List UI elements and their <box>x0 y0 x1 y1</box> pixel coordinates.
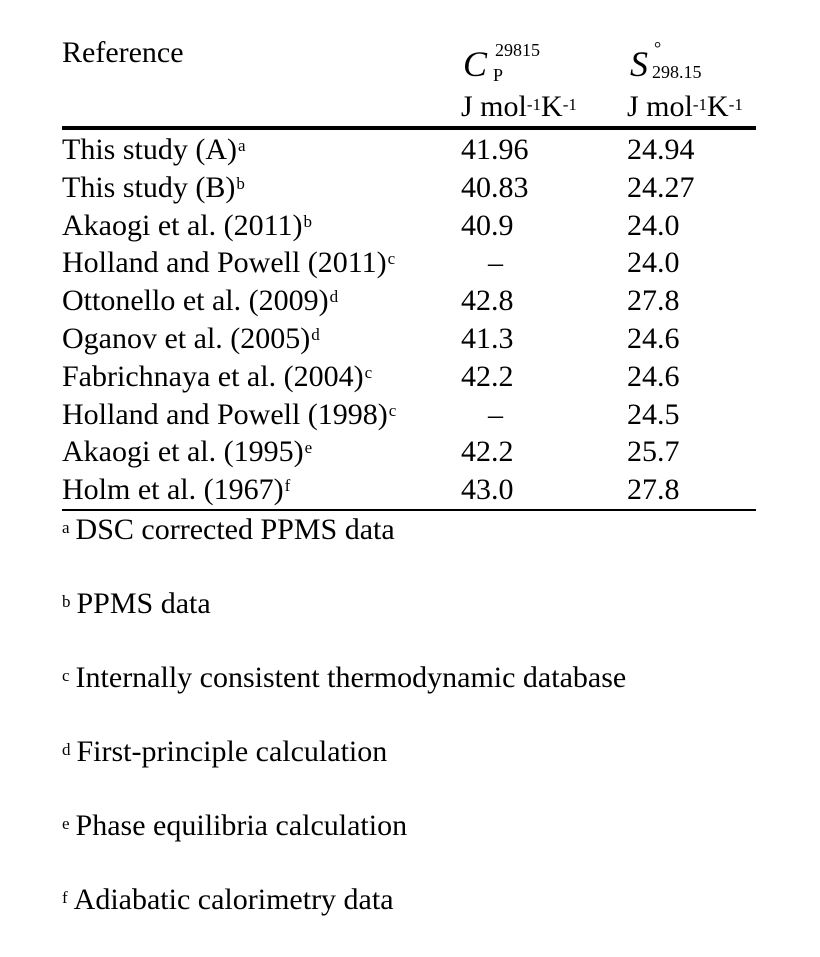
cp-unit-exp1: -1 <box>526 95 542 114</box>
row-footnote-mark: d <box>329 287 339 307</box>
table-row <box>0 244 820 282</box>
footnote-text: PPMS data <box>76 587 211 620</box>
table-row <box>0 207 820 245</box>
row-s: 27.8 <box>627 473 680 507</box>
row-reference: Holland and Powell $(1998)^c$ <box>62 397 397 431</box>
row-reference: Oganov et al. $(2005)^d$ <box>62 321 320 355</box>
table-row <box>0 320 820 358</box>
table-row <box>0 282 820 320</box>
row-cp: 40.83 <box>461 170 529 204</box>
row-reference: Ottonello et al. $(2009)^d$ <box>62 284 339 318</box>
row-s: 24.0 <box>627 208 680 242</box>
footnote-text: Adiabatic calorimetry data <box>73 883 394 916</box>
s-unit-prefix: J mol <box>627 90 693 123</box>
row-cp: 41.96 <box>461 133 529 166</box>
cp-unit-prefix: J mol <box>461 90 527 123</box>
s-unit <box>627 88 743 126</box>
row-reference: This study $(A)^a$ <box>62 133 246 166</box>
s-letter: S <box>630 44 648 84</box>
row-reference: This study $(B)^b$ <box>62 170 245 204</box>
footnote-mark: f <box>62 888 68 907</box>
row-s: 24.6 <box>627 321 680 355</box>
row-cp: 43.0 <box>461 473 514 507</box>
footnote <box>62 880 802 954</box>
table-row <box>0 169 820 207</box>
table-body <box>0 131 820 509</box>
row-footnote-mark: c <box>388 400 397 420</box>
row-cp: 42.2 <box>461 359 514 393</box>
row-footnote-mark: a <box>238 136 246 155</box>
row-footnote-mark: d <box>311 324 320 344</box>
cp-unit-exp2: -1 <box>562 95 577 114</box>
header-s-symbol <box>630 44 648 90</box>
footnote <box>62 584 802 658</box>
cp-letter: C <box>463 44 488 84</box>
footnote <box>62 510 802 584</box>
table-row <box>0 358 820 396</box>
footnote <box>62 732 802 806</box>
row-s: 24.6 <box>627 359 680 393</box>
table-row <box>0 131 820 169</box>
footnote-text: Internally consistent thermodynamic database <box>75 661 627 694</box>
row-s: 24.5 <box>627 397 680 431</box>
table-row <box>0 433 820 471</box>
footnote <box>62 806 802 880</box>
row-cp: – <box>488 397 503 431</box>
header-rule <box>62 126 756 130</box>
table-row <box>0 471 820 509</box>
cp-subscript: P <box>493 65 504 85</box>
row-s: 25.7 <box>627 435 680 469</box>
row-cp: 40.9 <box>461 208 514 242</box>
footnote-text: Phase equilibria calculation <box>75 809 408 842</box>
cp-superscript: 29815 <box>495 40 540 60</box>
footnote-mark: b <box>62 592 71 611</box>
footnote-text: DSC corrected PPMS data <box>75 513 395 546</box>
row-s: 24.27 <box>627 170 695 204</box>
s-unit-exp2: -1 <box>728 95 743 114</box>
row-s: 27.8 <box>627 284 680 318</box>
row-footnote-mark: e <box>304 438 313 458</box>
row-reference: Akaogi et al. $(1995)^e$ <box>62 435 313 469</box>
row-footnote-mark: b <box>236 173 245 193</box>
row-s: 24.0 <box>627 246 680 280</box>
footnote-text: First-principle calculation <box>76 735 388 768</box>
row-cp: 42.2 <box>461 435 514 469</box>
row-reference: Fabrichnaya et al. $(2004)^c$ <box>62 359 373 393</box>
row-s: 24.94 <box>627 133 695 166</box>
row-cp: 42.8 <box>461 284 514 318</box>
row-reference: Holland and Powell $(2011)^c$ <box>62 246 396 280</box>
footnote-mark: c <box>62 666 70 685</box>
row-footnote-mark: f <box>284 476 291 496</box>
row-cp: – <box>488 246 503 280</box>
row-cp: 41.3 <box>461 321 514 355</box>
row-footnote-mark: c <box>387 249 396 269</box>
footnote <box>62 658 802 732</box>
row-footnote-mark: b <box>303 211 312 231</box>
s-subscript: 298.15 <box>652 62 702 82</box>
header-reference: Reference <box>62 36 184 69</box>
row-reference: Akaogi et al. $(2011)^b$ <box>62 208 312 242</box>
s-unit-k: K <box>707 90 729 123</box>
s-unit-exp1: -1 <box>692 95 708 114</box>
row-reference: Holm et al. $(1967)^f$ <box>62 473 291 507</box>
cp-unit <box>461 88 577 126</box>
footnotes <box>62 510 802 954</box>
footnote-mark: d <box>62 740 71 759</box>
s-superscript: ° <box>654 38 662 58</box>
table-row <box>0 396 820 434</box>
footnote-mark: a <box>62 518 70 537</box>
footnote-mark: e <box>62 814 70 833</box>
header-cp-symbol <box>463 44 487 90</box>
cp-unit-k: K <box>541 90 563 123</box>
row-footnote-mark: c <box>364 362 373 382</box>
